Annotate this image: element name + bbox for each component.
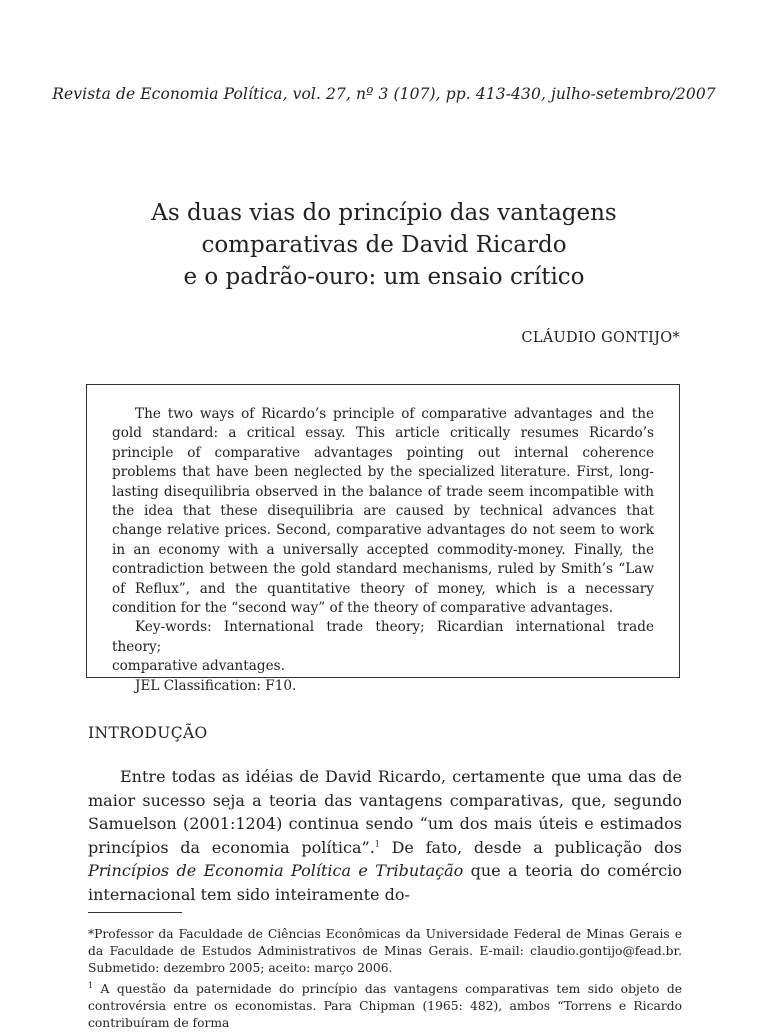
body-text — [88, 765, 682, 906]
footnotes — [88, 926, 682, 1036]
abstract-text: The two ways of Ricardo’s principle of comparative advantages and the gold standard: a critical essay. This article critically resumes Ricardo’s principle of comparative advantages pointing out internal coherence problems that have been neglected by the specialized literature. First, long-lasting disequilibria observed in the balance of trade seem incompatible with the idea that these disequilibria are caused by technical advances that change relative prices. Second, comparative advantages do not seem to work in an economy with a universally accepted commodity-money. Finally, the contradiction between the gold standard mechanisms, ruled by Smith’s “Law of Reflux”, and the quantitative theory of money, which is a necessary condition for the “second way” of the theory of comparative advantages. — [112, 406, 654, 617]
intro-paragraph — [88, 765, 682, 906]
intro-text-c: que a teoria do comércio internacional tem sido inteiramente do- — [88, 861, 682, 904]
title-line-3: e o padrão-ouro: um ensaio crítico — [183, 264, 585, 290]
abstract-box — [86, 384, 680, 694]
title-line-2: comparativas de David Ricardo — [201, 232, 567, 258]
book-title: Princípios de Economia Política e Tributação — [88, 861, 464, 880]
footnote-divider — [88, 912, 182, 913]
abstract-keywords — [112, 618, 654, 657]
intro-text-a: Entre todas as idéias de David Ricardo, certamente que uma das de maior sucesso seja a teoria das vantagens comparativas, que, segundo Samuelson (2001:1204) continua sendo “um dos mais úteis e estimados princípios da economia política”. — [88, 767, 682, 857]
footnote-ref-1[interactable]: 1 — [374, 839, 380, 849]
author-name: CLÁUDIO GONTIJO* — [521, 330, 680, 346]
footnote-1-number: 1 — [88, 980, 94, 990]
journal-header: Revista de Economia Política, vol. 27, nº 3 (107), pp. 413-430, julho-setembro/2007 — [52, 85, 716, 103]
footnote-1-text: A questão da paternidade do princípio das vantagens comparativas tem sido objeto de controvérsia entre os economistas. Para Chipman (1965: 482), ambos “Torrens e Ricardo contribuíram de forma — [88, 982, 682, 1030]
title-line-1: As duas vias do princípio das vantagens — [151, 200, 617, 226]
keywords-line-1: Key-words: International trade theory; Ricardian international trade theory; — [112, 619, 654, 655]
section-heading: INTRODUÇÃO — [88, 724, 208, 742]
author-footnote: *Professor da Faculdade de Ciências Econômicas da Universidade Federal de Minas Gerais e da Faculdade de Estudos Administrativos de Minas Gerais. E-mail: claudio.gontijo@fead.br. Submetido: dezembro 2005; aceito: março 2006. — [88, 927, 682, 975]
article-title — [84, 197, 684, 293]
intro-text-b: De fato, desde a publicação dos — [379, 837, 682, 857]
abstract-keywords-cont: comparative advantages. — [112, 658, 285, 675]
abstract-jel: JEL Classification: F10. — [135, 677, 297, 694]
footnote-1 — [88, 981, 682, 1032]
